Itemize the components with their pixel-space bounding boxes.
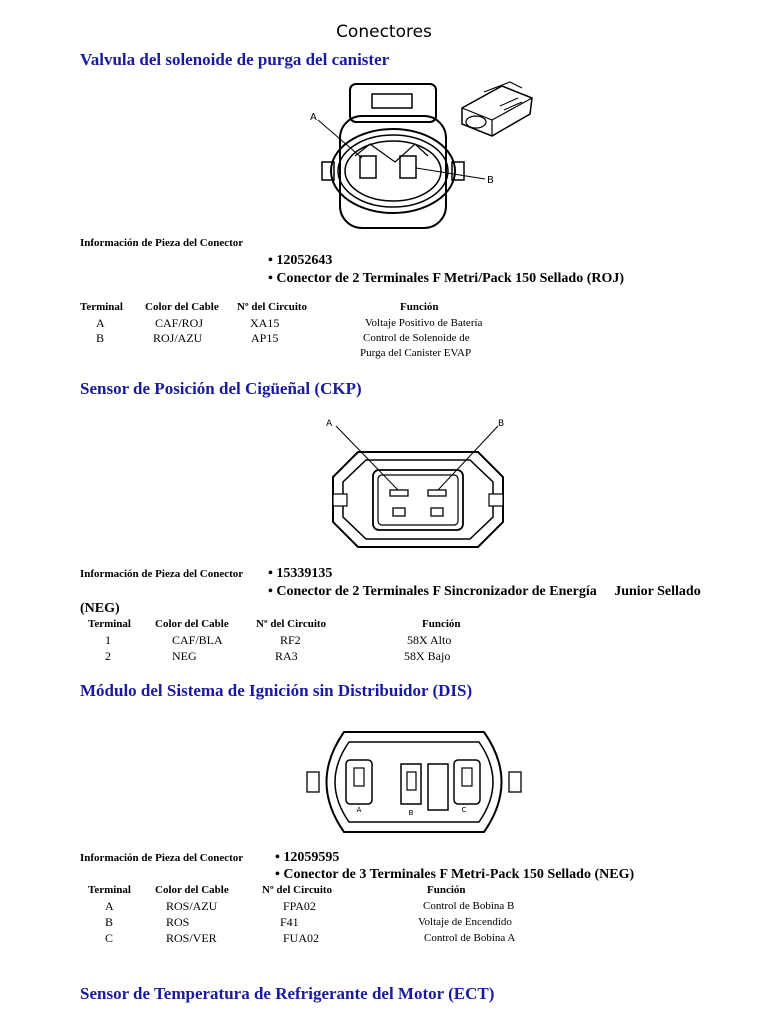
- section-heading: Módulo del Sistema de Ignición sin Distribuidor (DIS): [80, 681, 473, 700]
- cell-color: ROJ/AZU: [153, 331, 203, 345]
- cell-color: ROS: [166, 915, 190, 929]
- col-header-function: Función: [400, 301, 439, 313]
- cell-function: Voltaje Positivo de Batería: [365, 317, 483, 329]
- part-number: • 12059595: [275, 850, 340, 865]
- cell-terminal: A: [105, 899, 114, 913]
- cell-function: Control de Solenoide de: [363, 332, 470, 344]
- cell-terminal: C: [105, 931, 114, 945]
- cell-circuit: AP15: [251, 331, 279, 345]
- connector-description-cont: (NEG): [80, 601, 120, 616]
- connector-description: • Conector de 2 Terminales F Sincronizador de Energía Junior Sellado: [268, 584, 701, 599]
- label-b: B: [487, 175, 494, 186]
- cell-circuit: XA15: [250, 316, 280, 330]
- info-label: Información de Pieza del Conector: [80, 852, 244, 864]
- cell-circuit: FPA02: [283, 899, 316, 913]
- col-header-function: Función: [422, 618, 461, 630]
- cell-terminal: B: [105, 915, 114, 929]
- cell-color: NEG: [172, 649, 197, 663]
- cell-circuit: RA3: [275, 649, 298, 663]
- col-header-terminal: Terminal: [88, 884, 131, 896]
- cell-circuit: F41: [280, 915, 299, 929]
- col-header-function: Función: [427, 884, 466, 896]
- col-header-circuit: Nº del Circuito: [237, 301, 308, 313]
- cell-circuit: FUA02: [283, 931, 320, 945]
- section-heading: Sensor de Temperatura de Refrigerante del Motor (ECT): [80, 984, 495, 1003]
- cell-terminal: 2: [105, 649, 111, 663]
- label-a: A: [326, 419, 333, 429]
- col-header-terminal: Terminal: [80, 301, 123, 313]
- cell-color: CAF/ROJ: [155, 316, 204, 330]
- part-number: • 12052643: [268, 253, 333, 268]
- label-c: C: [461, 806, 467, 814]
- connector-diagram-canister: [300, 76, 540, 236]
- section-heading: Sensor de Posición del Cigüeñal (CKP): [80, 379, 362, 398]
- cell-circuit: RF2: [280, 633, 301, 647]
- connector-diagram-ckp: [318, 412, 518, 562]
- cell-color: CAF/BLA: [172, 633, 223, 647]
- label-a: A: [310, 112, 317, 123]
- col-header-color: Color del Cable: [155, 884, 229, 896]
- cell-terminal: B: [96, 331, 105, 345]
- label-a: A: [356, 806, 362, 814]
- col-header-circuit: Nº del Circuito: [256, 618, 327, 630]
- cell-function: Control de Bobina A: [424, 932, 516, 944]
- section-heading: Valvula del solenoide de purga del canister: [80, 50, 390, 69]
- cell-function: 58X Bajo: [404, 649, 451, 663]
- cell-function: 58X Alto: [407, 633, 452, 647]
- col-header-terminal: Terminal: [88, 618, 131, 630]
- cell-terminal: A: [96, 316, 105, 330]
- page-title: Conectores: [336, 22, 432, 42]
- info-label: Información de Pieza del Conector: [80, 237, 244, 249]
- label-b: B: [408, 809, 414, 817]
- info-label: Información de Pieza del Conector: [80, 568, 244, 580]
- cell-function: Voltaje de Encendido: [418, 916, 512, 928]
- cell-color: ROS/AZU: [166, 899, 218, 913]
- cell-function-line2: Purga del Canister EVAP: [360, 347, 472, 359]
- cell-function: Control de Bobina B: [423, 900, 515, 912]
- part-number: • 15339135: [268, 566, 333, 581]
- cell-color: ROS/VER: [166, 931, 217, 945]
- col-header-color: Color del Cable: [145, 301, 219, 313]
- col-header-circuit: Nº del Circuito: [262, 884, 333, 896]
- connector-description: • Conector de 3 Terminales F Metri-Pack 150 Sellado (NEG): [275, 867, 635, 882]
- connector-diagram-dis: [304, 722, 524, 842]
- label-b: B: [498, 419, 505, 429]
- cell-terminal: 1: [105, 633, 111, 647]
- connector-description: • Conector de 2 Terminales F Metri/Pack 150 Sellado (ROJ): [268, 271, 625, 286]
- col-header-color: Color del Cable: [155, 618, 229, 630]
